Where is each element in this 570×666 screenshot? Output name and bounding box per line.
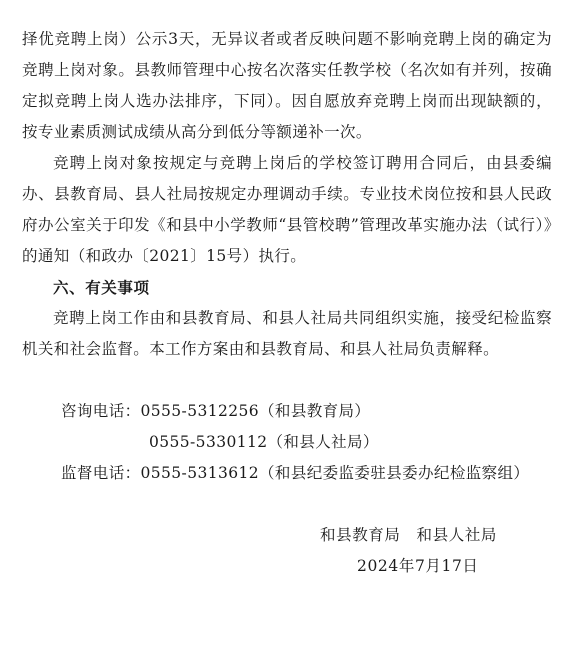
consult-phone-line-2: [149, 427, 379, 458]
signature-date: 2024年7月17日: [357, 557, 479, 575]
paragraph-contract-transfer: 竞聘上岗对象按规定与竞聘上岗后的学校签订聘用合同后，由县委编办、县教育局、县人社局按规定办理调动手续。专业技术岗位按和县人民政府办公室关于印发《和县中小学教师“县管校聘”管理改革实施办法（试行）》的通知（和政办〔2021〕15号）执行。: [22, 154, 552, 265]
consult-phone-line-1: [61, 396, 370, 427]
signature-org-hr: 和县人社局: [416, 526, 498, 544]
supervise-phone-number: 0555-5313612（和县纪委监委驻县委办纪检监察组）: [140, 464, 530, 482]
supervise-phone-label: 监督电话：: [61, 464, 141, 482]
paragraph-public-notice: 择优竞聘上岗）公示3天，无异议者或者反映问题不影响竞聘上岗的确定为竞聘上岗对象。县教师管理中心按名次落实任教学校（名次如有并列，按确定拟竞聘上岗人选办法排序，下同）。因自愿放弃竞聘上岗而出现缺额的，按专业素质测试成绩从高分到低分等额递补一次。: [22, 30, 552, 141]
signature-org-education: 和县教育局: [320, 526, 401, 544]
consult-phone-number-2: 0555-5330112（和县人社局）: [149, 433, 379, 451]
section-heading-related-matters: 六、有关事项: [53, 278, 150, 297]
paragraph-organization-supervision: 竞聘上岗工作由和县教育局、和县人社局共同组织实施，接受纪检监察机关和社会监督。本工作方案由和县教育局、和县人社局负责解释。: [22, 309, 552, 358]
signature-organizations: [320, 520, 497, 551]
supervise-phone-line: [61, 458, 529, 489]
consult-phone-number-1: 0555-5312256（和县教育局）: [140, 402, 371, 420]
consult-phone-label: 咨询电话：: [61, 402, 141, 420]
